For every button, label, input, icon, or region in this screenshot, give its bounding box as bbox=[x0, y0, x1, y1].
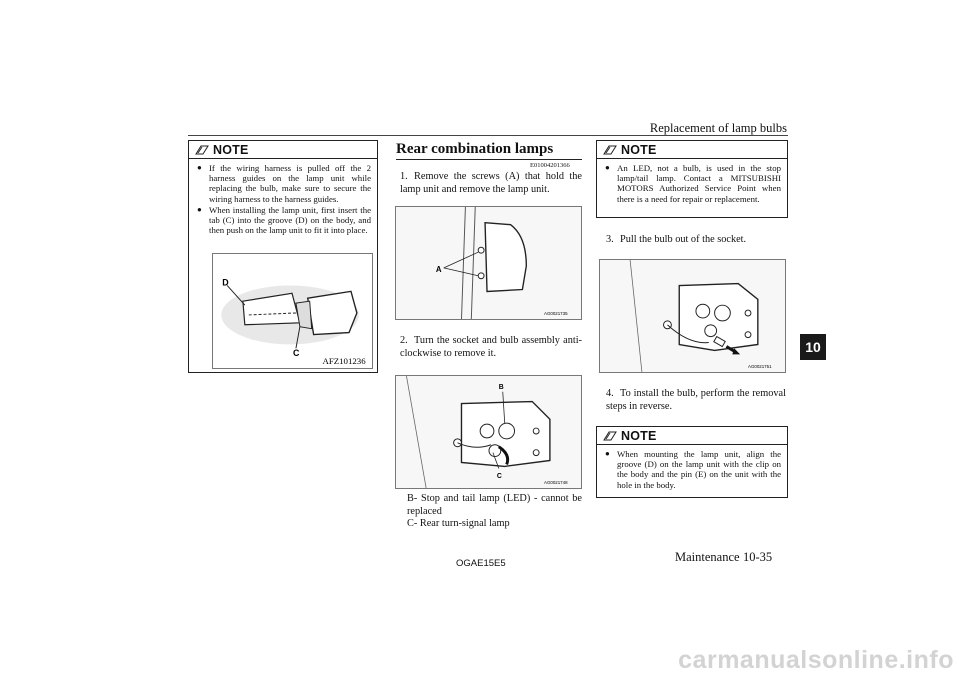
figure-bulb-pull bbox=[599, 259, 786, 373]
step-3 bbox=[606, 234, 786, 247]
left-note-box bbox=[188, 140, 378, 373]
step-number: 1. bbox=[400, 171, 408, 182]
chapter-tab: 10 bbox=[800, 334, 826, 360]
step-2 bbox=[400, 335, 582, 360]
legend-b: B- Stop and tail lamp (LED) - cannot be replaced bbox=[407, 493, 582, 517]
figure-label-a: A bbox=[435, 264, 442, 274]
figure-code: AG0021748 bbox=[544, 480, 568, 486]
figure-lamp-screws bbox=[395, 206, 582, 320]
note-item: ● When installing the lamp unit, first insert the tab (C) into the groove (D) on the body, and then push on the lamp unit to fit it into place. bbox=[197, 205, 371, 236]
step-text: Turn the socket and bulb assembly anti-clockwise to remove it. bbox=[400, 335, 582, 359]
bulb-pull-drawing bbox=[600, 260, 785, 372]
note-item: ● When mounting the lamp unit, align the groove (D) on the lamp unit with the clip on the body and the pin (E) on the unit with the hole in the body. bbox=[605, 449, 781, 490]
lamp-installation-drawing bbox=[213, 254, 372, 368]
step-text: Pull the bulb out of the socket. bbox=[620, 234, 747, 245]
figure-code: AG0021751 bbox=[748, 364, 772, 370]
figure-lamp-installation bbox=[212, 253, 373, 369]
note-label: NOTE bbox=[621, 428, 657, 443]
note-list bbox=[597, 159, 787, 204]
section-title: Rear combination lamps bbox=[396, 141, 554, 157]
figure-label-c: C bbox=[496, 473, 502, 481]
figure-socket-removal bbox=[395, 375, 582, 489]
footer-page-number: 10-35 bbox=[743, 550, 773, 564]
figure-code: AG0021735 bbox=[544, 311, 568, 317]
note-list bbox=[597, 445, 787, 490]
lamp-screws-drawing bbox=[396, 207, 581, 319]
footer-section-name: Maintenance bbox=[675, 550, 740, 564]
step-text: Remove the screws (A) that hold the lamp unit and remove the lamp unit. bbox=[400, 171, 582, 195]
note-item: ● If the wiring harness is pulled off the 2 harness guides on the lamp unit while replacing the bulb, make sure to secure the wiring harness to the harness guides. bbox=[197, 163, 371, 204]
figure-code: AFZ101236 bbox=[322, 356, 366, 367]
socket-removal-drawing bbox=[396, 376, 581, 488]
step-number: 4. bbox=[606, 388, 614, 399]
step-number: 2. bbox=[400, 335, 408, 346]
section-code: E01004201366 bbox=[530, 162, 570, 169]
note-warning-icon bbox=[603, 430, 617, 442]
step-text: To install the bulb, perform the removal steps in reverse. bbox=[606, 388, 786, 412]
step-number: 3. bbox=[606, 234, 614, 245]
note-list bbox=[189, 159, 377, 235]
right-note-box-2 bbox=[596, 426, 788, 498]
note-header bbox=[597, 427, 787, 445]
step-1 bbox=[400, 171, 582, 196]
figure-label-d: D bbox=[222, 277, 229, 288]
note-item: ● An LED, not a bulb, is used in the stop lamp/tail lamp. Contact a MITSUBISHI MOTORS Authorized Service Point when there is a need for repair or replacement. bbox=[605, 163, 781, 204]
legend-c: C- Rear turn-signal lamp bbox=[407, 518, 510, 529]
site-watermark: carmanualsonline.info bbox=[678, 646, 954, 674]
note-label: NOTE bbox=[621, 142, 657, 157]
figure-label-b: B bbox=[498, 383, 504, 391]
note-warning-icon bbox=[195, 144, 209, 156]
header-rule bbox=[188, 135, 788, 136]
section-title-rule bbox=[396, 159, 582, 160]
note-header bbox=[189, 141, 377, 159]
footer-document-code: OGAE15E5 bbox=[456, 558, 506, 569]
right-note-box-1 bbox=[596, 140, 788, 218]
note-header bbox=[597, 141, 787, 159]
figure-label-c: C bbox=[292, 348, 300, 359]
step-4 bbox=[606, 388, 786, 413]
note-warning-icon bbox=[603, 144, 617, 156]
note-label: NOTE bbox=[213, 142, 249, 157]
page-header-title: Replacement of lamp bulbs bbox=[649, 121, 787, 135]
